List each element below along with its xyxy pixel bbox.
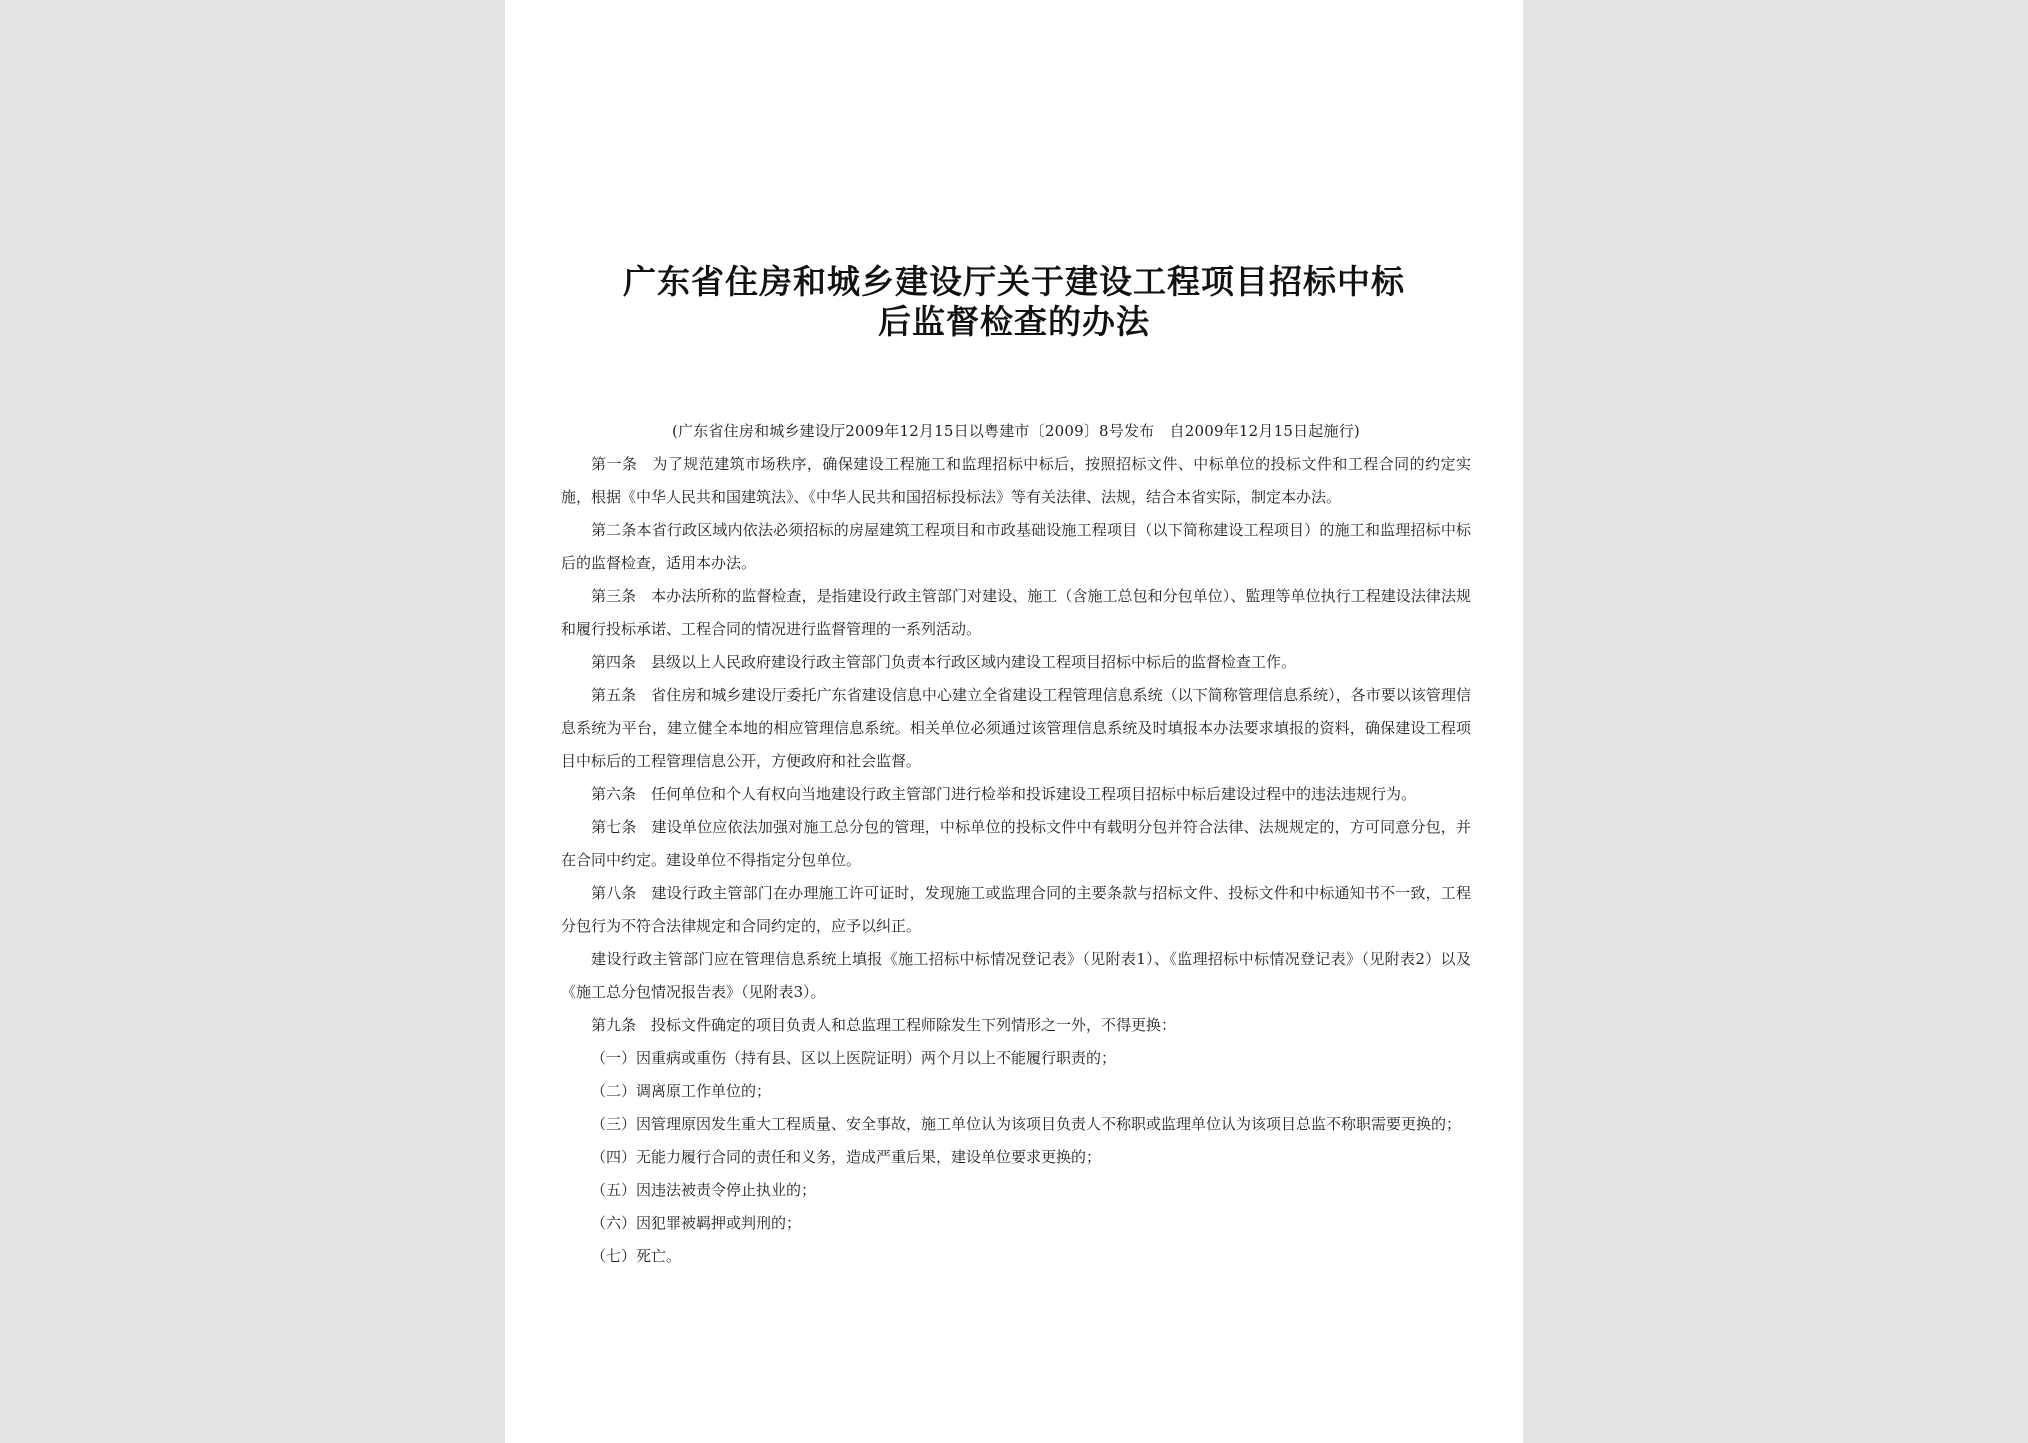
list-item-text: （四）无能力履行合同的责任和义务，造成严重后果，建设单位要求更换的；: [591, 1148, 1102, 1166]
article-text: 第二条本省行政区域内依法必须招标的房屋建筑工程项目和市政基础设施工程项目（以下简称建设工程项目）的施工和监理招标中标后的监督检查，适用本办法。: [561, 521, 1471, 572]
article-4: [561, 646, 1471, 679]
article-2: [561, 514, 1471, 580]
article-7: [561, 811, 1471, 877]
article-label: 第七条: [591, 818, 637, 836]
article-label: 第五条: [591, 686, 637, 704]
list-item-text: （七）死亡。: [591, 1247, 682, 1265]
article-text: 县级以上人民政府建设行政主管部门负责本行政区域内建设工程项目招标中标后的监督检查工作。: [651, 653, 1297, 671]
list-item-text: （一）因重病或重伤（持有县、区以上医院证明）两个月以上不能履行职责的；: [591, 1049, 1117, 1067]
list-item: [561, 1075, 1471, 1108]
article-text: 任何单位和个人有权向当地建设行政主管部门进行检举和投诉建设工程项目招标中标后建设过程中的违法违规行为。: [651, 785, 1417, 803]
article-8: [561, 877, 1471, 943]
article-label: 第八条: [591, 884, 637, 902]
article-label: 第九条: [591, 1016, 637, 1034]
article-3: [561, 580, 1471, 646]
list-item-text: （三）因管理原因发生重大工程质量、安全事故，施工单位认为该项目负责人不称职或监理单位认为该项目总监不称职需要更换的；: [591, 1115, 1462, 1133]
list-item-text: （五）因违法被责令停止执业的；: [591, 1181, 817, 1199]
article-6: [561, 778, 1471, 811]
article-5: [561, 679, 1471, 778]
list-item: [561, 1240, 1471, 1273]
article-label: 第一条: [591, 455, 638, 473]
list-item: [561, 1108, 1471, 1141]
article-text: 投标文件确定的项目负责人和总监理工程师除发生下列情形之一外，不得更换：: [651, 1016, 1177, 1034]
title-line-1: 广东省住房和城乡建设厅关于建设工程项目招标中标: [623, 262, 1405, 301]
article-1: [561, 448, 1471, 514]
article-label: 第四条: [591, 653, 637, 671]
document-page: [505, 0, 1523, 1443]
document-title: [505, 262, 1523, 342]
title-line-2: 后监督检查的办法: [878, 302, 1150, 341]
list-item: [561, 1141, 1471, 1174]
article-text: 建设行政主管部门在办理施工许可证时，发现施工或监理合同的主要条款与招标文件、投标文件和中标通知书不一致，工程分包行为不符合法律规定和合同约定的，应予以纠正。: [561, 884, 1471, 935]
list-item: [561, 1042, 1471, 1075]
article-text: 本办法所称的监督检查，是指建设行政主管部门对建设、施工（含施工总包和分包单位）、監理等单位执行工程建设法律法规和履行投标承诺、工程合同的情况进行监督管理的一系列活动。: [561, 587, 1471, 638]
article-9: [561, 1009, 1471, 1042]
source-note: (广东省住房和城乡建设厅2009年12月15日以粤建市〔2009〕8号发布 自2009年12月15日起施行): [672, 422, 1360, 440]
article-text: 建设行政主管部门应在管理信息系统上填报《施工招标中标情况登记表》（见附表1）、《监理招标中标情况登记表》（见附表2）以及《施工总分包情况报告表》（见附表3）。: [561, 950, 1471, 1001]
list-item: [561, 1174, 1471, 1207]
document-body: [561, 415, 1471, 1273]
article-label: 第六条: [591, 785, 637, 803]
article-text: 建设单位应依法加强对施工总分包的管理，中标单位的投标文件中有载明分包并符合法律、法规规定的，方可同意分包，并在合同中约定。建设单位不得指定分包单位。: [561, 818, 1471, 869]
article-8-continued: [561, 943, 1471, 1009]
article-text: 省住房和城乡建设厅委托广东省建设信息中心建立全省建设工程管理信息系统（以下简称管理信息系统），各市要以该管理信息系统为平台，建立健全本地的相应管理信息系统。相关单位必须通过该管理信息系统及时填报本办法要求填报的资料，确保建设工程项目中标后的工程管理信息公开，方便政府和社会监督。: [561, 686, 1471, 770]
article-text: 为了规范建筑市场秩序，确保建设工程施工和监理招标中标后，按照招标文件、中标单位的投标文件和工程合同的约定实施，根据《中华人民共和国建筑法》、《中华人民共和国招标投标法》等有关法律、法规，结合本省实际，制定本办法。: [561, 455, 1471, 506]
list-item-text: （二）调离原工作单位的；: [591, 1082, 772, 1100]
article-label: 第三条: [591, 587, 637, 605]
list-item: [561, 1207, 1471, 1240]
list-item-text: （六）因犯罪被羁押或判刑的；: [591, 1214, 802, 1232]
